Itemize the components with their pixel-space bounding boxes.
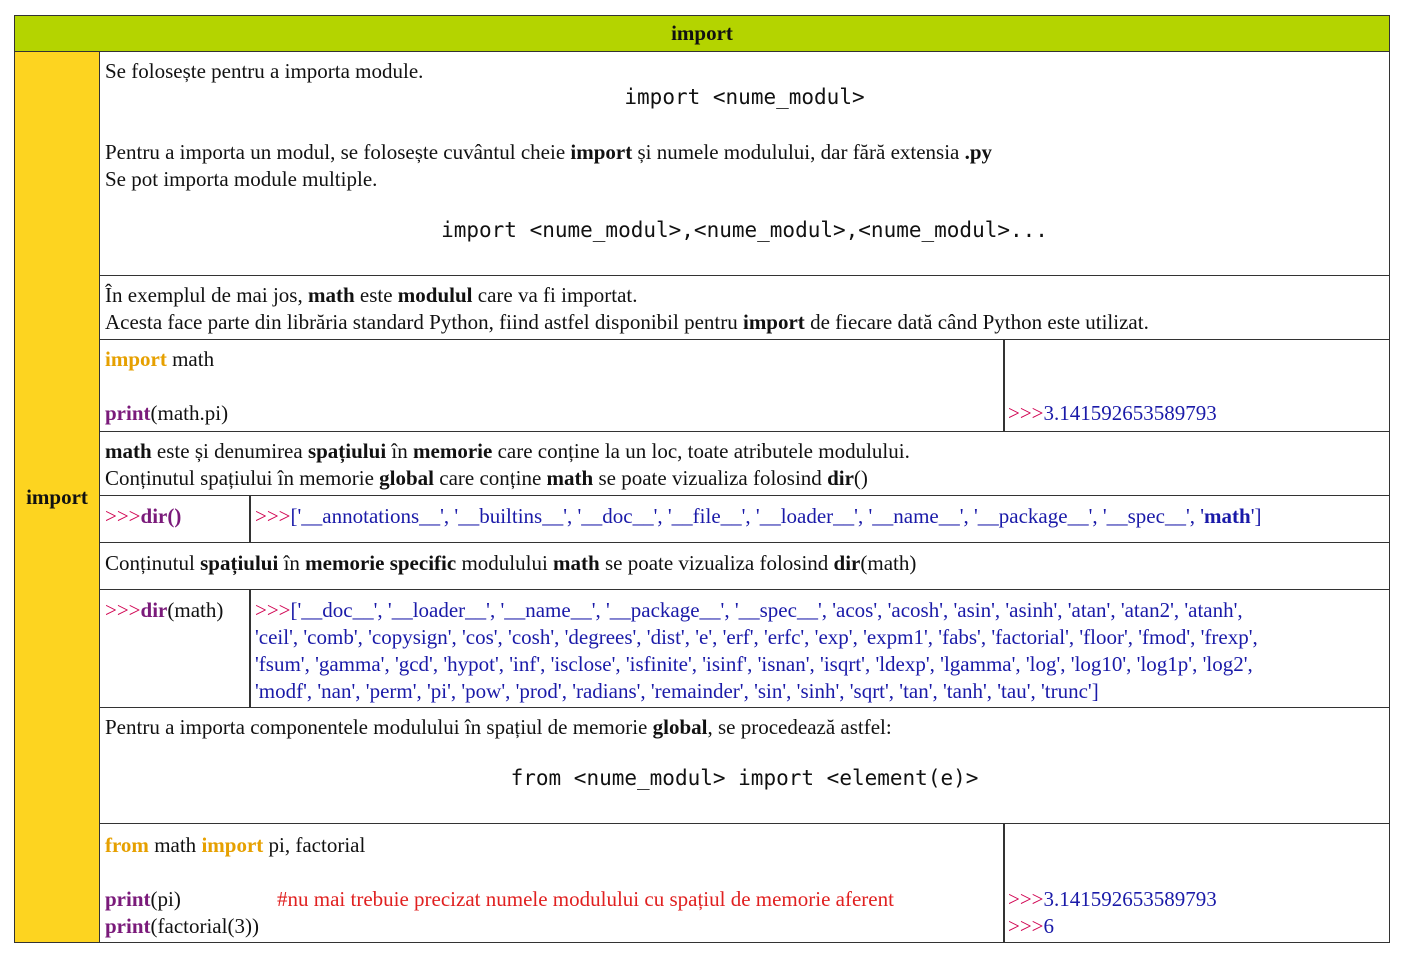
output-dir-math-line-3: 'fsum', 'gamma', 'gcd', 'hypot', 'inf', 'isclose', 'isfinite', 'isinf', 'isnan', 'isqrt', 'ldexp', 'lgamma', 'log', 'log10', 'log1p', 'log2', bbox=[255, 652, 1253, 676]
code-from-math-import bbox=[105, 832, 365, 858]
text: în bbox=[386, 439, 414, 463]
print-argument: (pi) bbox=[150, 887, 181, 911]
text-bold: dir bbox=[833, 551, 861, 575]
output-prompt: >>> bbox=[255, 598, 291, 622]
header-title: import bbox=[671, 21, 733, 45]
output-dir-global bbox=[255, 503, 1261, 529]
dir-argument: (math) bbox=[167, 598, 224, 622]
text-bold: global bbox=[652, 715, 708, 739]
text-bold: math bbox=[307, 283, 355, 307]
prompt: >>> bbox=[105, 504, 141, 528]
intro-line-1: Se folosește pentru a importa module. bbox=[105, 59, 424, 83]
output-prompt: >>> bbox=[255, 504, 291, 528]
text: Pentru a importa componentele modulului în spațiul de memorie bbox=[105, 715, 653, 739]
text: modulului bbox=[456, 551, 554, 575]
output-value: 6 bbox=[1043, 914, 1055, 938]
text: Conținutul spațiului în memorie bbox=[105, 466, 380, 490]
keyword-print: print bbox=[105, 401, 151, 425]
text: () bbox=[853, 466, 868, 490]
output-pi bbox=[1008, 400, 1217, 426]
code-dir-math bbox=[105, 597, 223, 623]
print-argument: (factorial(3)) bbox=[150, 914, 259, 938]
text: se poate vizualiza folosind bbox=[593, 466, 828, 490]
output-prompt: >>> bbox=[1008, 401, 1044, 425]
code-comment: #nu mai trebuie precizat numele modulului cu spațiul de memorie aferent bbox=[277, 887, 894, 911]
example-1-row bbox=[100, 340, 1389, 432]
text: Acesta face parte din librăria standard Python, fiind astfel disponibil pentru bbox=[105, 310, 743, 334]
syntax-from-import: from <nume_modul> import <element(e)> bbox=[510, 766, 979, 790]
dir-global-row bbox=[100, 496, 1389, 543]
text-bold: import bbox=[742, 310, 805, 334]
from-import-line bbox=[105, 714, 892, 740]
example-intro-line-2 bbox=[105, 309, 1149, 335]
dir-math-row bbox=[100, 590, 1389, 708]
column-divider bbox=[1003, 824, 1005, 942]
code-dir-call bbox=[105, 503, 181, 529]
keyword-print: print bbox=[105, 914, 151, 938]
intro-line-2-extension: .py bbox=[964, 140, 993, 164]
module-name: math bbox=[166, 347, 215, 371]
example-2-row bbox=[100, 824, 1389, 942]
prompt: >>> bbox=[105, 598, 141, 622]
text-bold: math bbox=[105, 439, 152, 463]
specific-cell bbox=[100, 543, 1389, 590]
text: În exemplul de mai jos, bbox=[105, 283, 308, 307]
column-divider bbox=[1003, 340, 1005, 432]
output-prompt: >>> bbox=[1008, 914, 1044, 938]
output-dir-math-line-1 bbox=[255, 597, 1243, 623]
output-value: 3.141592653589793 bbox=[1043, 887, 1217, 911]
text-bold: modulul bbox=[397, 283, 473, 307]
output-dir-math-line-4: 'modf', 'nan', 'perm', 'pi', 'pow', 'prod', 'radians', 'remainder', 'sin', 'sinh', 'sqrt', 'tan', 'tanh', 'tau', 'trunc'] bbox=[255, 679, 1099, 703]
output-prompt: >>> bbox=[1008, 887, 1044, 911]
print-argument: (math.pi) bbox=[150, 401, 229, 425]
specific-line bbox=[105, 550, 916, 576]
imported-names: pi, factorial bbox=[263, 833, 366, 857]
output-pi bbox=[1008, 886, 1217, 912]
from-import-cell bbox=[100, 708, 1389, 824]
code-print-factorial bbox=[105, 913, 259, 939]
text-bold: memorie specific bbox=[305, 551, 457, 575]
text-bold: dir bbox=[827, 466, 854, 490]
text-bold: spațiului bbox=[200, 551, 279, 575]
column-divider bbox=[249, 590, 251, 708]
keyword-import: import bbox=[105, 347, 167, 371]
example-intro-line-1 bbox=[105, 282, 638, 308]
intro-line-2 bbox=[105, 139, 992, 165]
text: (math) bbox=[860, 551, 917, 575]
output-math: math bbox=[1204, 504, 1251, 528]
side-label: import bbox=[26, 484, 88, 509]
text: este și denumirea bbox=[151, 439, 308, 463]
table-header bbox=[15, 16, 1389, 52]
dir-call: dir bbox=[140, 598, 168, 622]
text-bold: math bbox=[546, 466, 594, 490]
intro-line-2-keyword: import bbox=[570, 140, 633, 164]
keyword-import: import bbox=[201, 833, 264, 857]
dir-call: dir() bbox=[140, 504, 182, 528]
namespace-line-2 bbox=[105, 465, 868, 491]
example-intro-cell bbox=[100, 276, 1389, 340]
namespace-line-1 bbox=[105, 438, 910, 464]
text-bold: math bbox=[553, 551, 600, 575]
syntax-import: import <nume_modul> bbox=[624, 85, 865, 109]
keyword-from: from bbox=[105, 833, 149, 857]
intro-line-2-text-a: Pentru a importa un modul, se folosește cuvântul cheie bbox=[105, 140, 571, 164]
code-print-pi bbox=[105, 886, 181, 912]
module-name: math bbox=[148, 833, 202, 857]
text: care conține bbox=[434, 466, 547, 490]
text: în bbox=[278, 551, 306, 575]
output-end: '] bbox=[1250, 504, 1262, 528]
output-factorial bbox=[1008, 913, 1054, 939]
text: este bbox=[354, 283, 398, 307]
syntax-import-multiple: import <nume_modul>,<nume_modul>,<nume_modul>... bbox=[441, 218, 1048, 242]
text: care va fi importat. bbox=[472, 283, 638, 307]
side-label-cell bbox=[15, 52, 100, 942]
column-divider bbox=[249, 496, 251, 543]
text: de fiecare dată când Python este utilizat. bbox=[804, 310, 1149, 334]
text-bold: global bbox=[379, 466, 435, 490]
output-value: 3.141592653589793 bbox=[1043, 401, 1217, 425]
code-import-math bbox=[105, 346, 214, 372]
output-dir-math-line-2: 'ceil', 'comb', 'copysign', 'cos', 'cosh', 'degrees', 'dist', 'e', 'erf', 'erfc', 'exp', 'expm1', 'fabs', 'factorial', 'floor', 'fmod', 'frexp', bbox=[255, 625, 1258, 649]
text: , se procedează astfel: bbox=[707, 715, 892, 739]
text-bold: spațiului bbox=[307, 439, 387, 463]
import-reference-table bbox=[14, 15, 1390, 943]
namespace-cell bbox=[100, 432, 1389, 496]
intro-line-3: Se pot importa module multiple. bbox=[105, 167, 378, 191]
intro-cell bbox=[100, 52, 1389, 276]
output-text: ['__doc__', '__loader__', '__name__', '__package__', '__spec__', 'acos', 'acosh', 'asin', 'asinh', 'atan', 'atan2', 'atanh', bbox=[290, 598, 1243, 622]
code-print-pi bbox=[105, 400, 228, 426]
text: Conținutul bbox=[105, 551, 201, 575]
text: se poate vizualiza folosind bbox=[599, 551, 834, 575]
output-list: ['__annotations__', '__builtins__', '__doc__', '__file__', '__loader__', '__name__', '__package__', '__spec__', ' bbox=[290, 504, 1205, 528]
text-bold: memorie bbox=[413, 439, 493, 463]
keyword-print: print bbox=[105, 887, 151, 911]
text: care conține la un loc, toate atributele modulului. bbox=[492, 439, 910, 463]
intro-line-2-text-c: și numele modulului, dar fără extensia bbox=[632, 140, 965, 164]
